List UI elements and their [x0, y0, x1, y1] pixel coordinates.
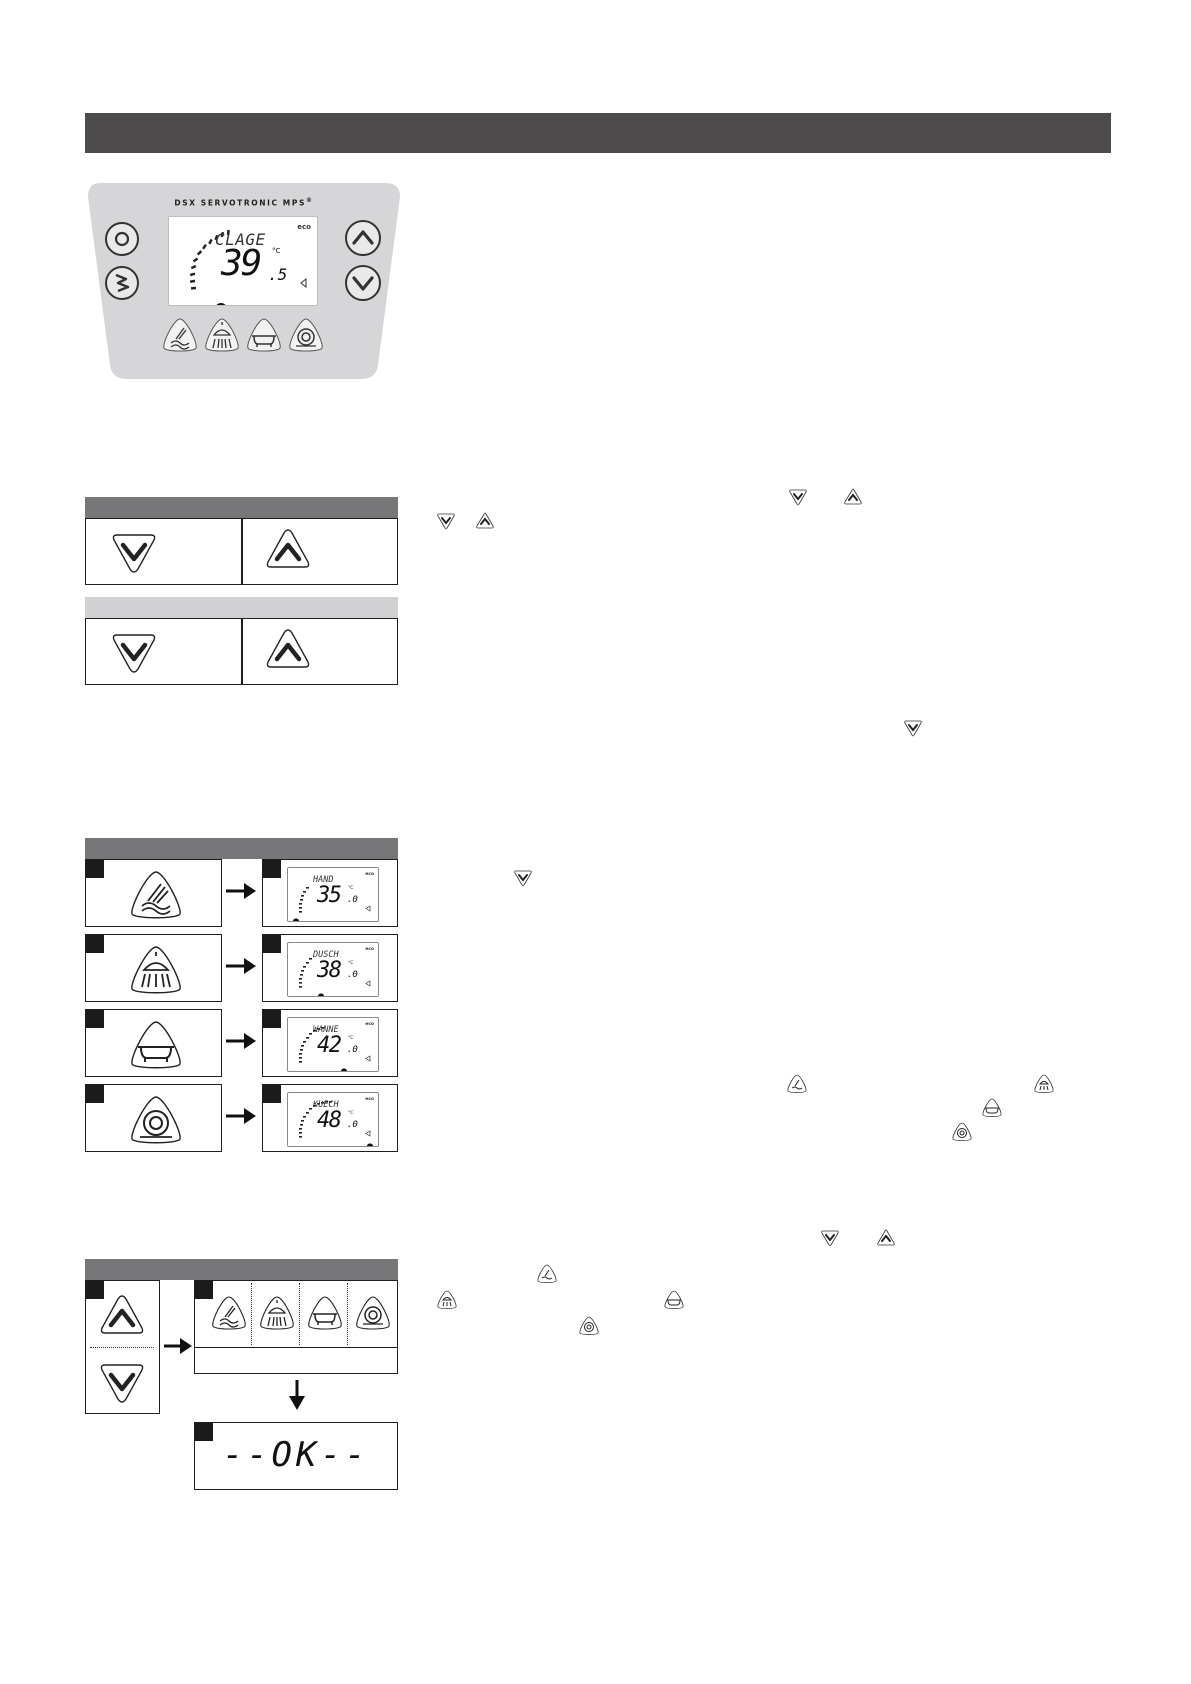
shower-icon	[436, 1290, 458, 1310]
mini-eco: eco	[365, 947, 374, 952]
shower-button[interactable]	[202, 317, 242, 353]
step-marker	[86, 860, 104, 878]
preset-display	[287, 867, 379, 922]
preset-button-cell	[85, 1009, 222, 1077]
up-icon	[475, 511, 495, 531]
preset-selection-cell	[194, 1280, 398, 1374]
arrow-right-icon	[224, 1030, 258, 1052]
preset-display-cell	[262, 859, 398, 927]
down-icon	[820, 1228, 840, 1248]
menu-button[interactable]	[104, 265, 140, 301]
up-icon	[843, 487, 863, 507]
button-table-1	[85, 518, 398, 585]
step-marker	[86, 1010, 104, 1028]
section-header-bar	[85, 113, 1111, 153]
mini-decimal: .0	[347, 970, 358, 980]
mini-decimal: .0	[347, 1120, 358, 1130]
bathtub-icon	[305, 1295, 345, 1331]
table-header-bar-light	[85, 597, 398, 618]
mini-mode: KUECH	[313, 1100, 339, 1110]
preset-button-cell	[85, 859, 222, 927]
mini-unit: °C	[348, 1111, 354, 1116]
shower-icon	[1033, 1074, 1055, 1094]
step-marker	[86, 1085, 104, 1103]
confirm-display-cell	[194, 1422, 398, 1490]
down-icon	[436, 511, 456, 531]
kitchen-icon	[353, 1295, 393, 1331]
shower-icon	[257, 1295, 297, 1331]
power-button[interactable]	[104, 221, 140, 257]
hand-wash-button[interactable]	[160, 317, 200, 353]
kitchen-button[interactable]	[286, 317, 326, 353]
preset-display	[287, 1017, 379, 1072]
bathtub-button[interactable]	[244, 317, 284, 353]
table-header-bar	[85, 497, 398, 518]
mini-eco: eco	[365, 1097, 374, 1102]
down-icon	[513, 868, 533, 888]
down-icon	[110, 529, 158, 575]
kitchen-icon	[578, 1316, 600, 1336]
down-icon	[788, 487, 808, 507]
arrow-right-icon	[224, 880, 258, 902]
display-mode-text: CLAGE	[215, 230, 266, 249]
hand-wash-icon	[786, 1074, 808, 1094]
divider	[195, 1347, 397, 1348]
up-icon	[98, 1293, 146, 1339]
step-marker	[263, 860, 281, 878]
mini-mode: HAND	[313, 875, 334, 885]
step-marker	[263, 1010, 281, 1028]
presets-header-bar	[85, 838, 398, 859]
up-icon	[876, 1228, 896, 1248]
arrow-right-icon	[224, 1105, 258, 1127]
down-icon	[110, 629, 158, 675]
button-table-2	[85, 618, 398, 685]
step-marker	[86, 935, 104, 953]
mini-decimal: .0	[347, 1045, 358, 1055]
mini-mode: DUSCH	[313, 950, 339, 960]
arrow-down-icon	[286, 1378, 308, 1412]
display-temperature: 39	[221, 243, 261, 284]
hand-wash-icon	[126, 869, 186, 921]
display-decimal: .5	[268, 265, 288, 284]
up-icon	[264, 627, 312, 673]
divider	[251, 1283, 252, 1345]
mini-decimal: .0	[347, 895, 358, 905]
preset-display	[287, 942, 379, 997]
up-down-cell	[85, 1280, 160, 1414]
mini-temperature: 48	[317, 1108, 341, 1133]
mini-eco: eco	[365, 872, 374, 877]
brand-label: DSX SERVOTRONIC MPS®	[174, 197, 314, 208]
up-button[interactable]	[344, 219, 382, 257]
preset-button-cell	[85, 934, 222, 1002]
kitchen-icon	[951, 1122, 973, 1142]
hand-wash-icon	[209, 1295, 249, 1331]
preset-display-cell	[262, 934, 398, 1002]
down-icon	[903, 718, 923, 738]
eco-indicator: eco	[297, 223, 311, 231]
preset-button-cell	[85, 1084, 222, 1152]
down-button[interactable]	[344, 264, 382, 302]
preset-display-cell	[262, 1084, 398, 1152]
mini-unit: °C	[348, 961, 354, 966]
confirmation-text: --OK--	[222, 1435, 370, 1475]
up-icon	[264, 527, 312, 573]
divider	[347, 1283, 348, 1345]
mini-mode: WANNE	[313, 1025, 339, 1035]
divider	[90, 1347, 154, 1348]
mini-unit: °C	[348, 1036, 354, 1041]
arrow-right-icon	[224, 955, 258, 977]
mini-temperature: 38	[317, 958, 341, 983]
mini-temperature: 35	[317, 883, 341, 908]
preset-display	[287, 1092, 379, 1147]
divider	[299, 1283, 300, 1345]
arrow-right-icon	[162, 1335, 194, 1357]
control-panel	[86, 183, 402, 379]
display-unit: °C	[272, 247, 281, 255]
shower-icon	[126, 944, 186, 996]
bathtub-icon	[663, 1290, 685, 1310]
bathtub-icon	[126, 1019, 186, 1071]
preset-display-cell	[262, 1009, 398, 1077]
mini-temperature: 42	[317, 1033, 341, 1058]
down-icon	[98, 1359, 146, 1405]
mini-unit: °C	[348, 886, 354, 891]
kitchen-icon	[126, 1094, 186, 1146]
main-display	[168, 216, 318, 306]
save-header-bar	[85, 1259, 398, 1280]
hand-wash-icon	[536, 1264, 558, 1284]
mini-eco: eco	[365, 1022, 374, 1027]
step-marker	[263, 935, 281, 953]
step-marker	[263, 1085, 281, 1103]
bathtub-icon	[981, 1098, 1003, 1118]
